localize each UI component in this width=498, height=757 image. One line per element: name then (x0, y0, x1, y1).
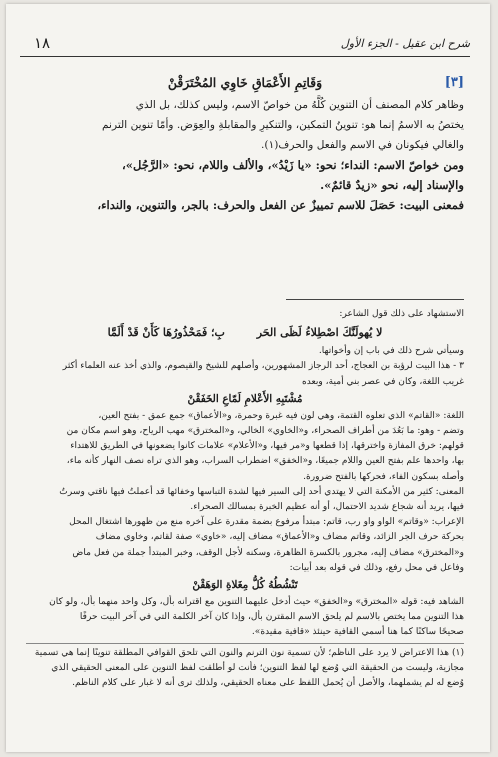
verse-subtitle: تَنْشُطُهُ كُلُّ مِغَلاةِ الوَهَقْنْ (192, 579, 298, 592)
verse-hemistich-right: لا يُهولَنَّكَ اصْطِلاءُ لَظَى الحَر (256, 326, 383, 340)
notes-section (26, 307, 464, 691)
shahid-line: صحيحًا ساكنًا كما هنا أُسمي القافية حينئذ «قافية مقيدة». (251, 627, 464, 638)
main-text (26, 70, 464, 215)
shahid-line: الشاهد فيه: قوله «المخترق» و«الخفق» حيث أدخل عليهما التنوين مع اقترانه بأل، وكل واحد منهما بأل، ولو كان (49, 597, 464, 608)
irab-line: و«المخترق» مضاف إليه، مجرور بالكسرة الظاهرة، وسكنه لأجل الوقف، وخبر المبتدأ جملة من فعل ماض (72, 547, 464, 558)
footnote-separator (286, 299, 464, 300)
body-line-bold: ومن خواصّ الاسم: النداء؛ نحو: «يا زَيْدُ»، والألف واللام، نحو: «الرَّجُل»، (122, 158, 464, 172)
poetry-verse (26, 322, 464, 344)
note-line: ٣ - هذا البيت لرؤبة بن العجاج، أحد الرجاز المشهورين، وأصلهم للشيخ والقيصوم، والذي أخذ عنه العلماء أكثر (62, 361, 464, 372)
body-line: وظاهر كلام المصنف أن التنوين كُلَّهُ من خواصّ الاسم، وليس كذلك، بل الذي (135, 99, 464, 111)
shahid-line: هذا التنوين مما يختص بالاسم لم يلحق الاسم المقترن بأل، وإذا كان آخر الكلمة التي في آخر البيت حرفًا (79, 612, 464, 623)
book-page (6, 4, 490, 752)
lugha-line: وتضم - وهو: ما بَعُدَ من أطراف الصحراء، و«الخاوي» الخالي، و«المخترق» مهب الرياح، وهو اسم مكان من (66, 426, 464, 437)
page-number: ١٨ (34, 34, 51, 52)
page-header (20, 34, 470, 57)
verse (26, 70, 464, 95)
verse-hemistich-left: بِ؛ فَمَحْذُورُهَا كَأَنْ قَدْ أَلَمَّا (107, 326, 225, 340)
irab-line: بحركة حرف الجر الزائد، وقاتم مضاف و«الأعماق» مضاف إليه، «خاوي» صفة لقاتم، وخاوي مضاف (95, 532, 464, 543)
verse-number: [٣] (444, 75, 464, 90)
irab-line: وفاعل في محل رفع، وذلك في قوله بعد أبيات: (289, 562, 464, 573)
note-line: وسيأتي شرح ذلك في باب إن وأخواتها. (318, 346, 464, 357)
maana-line: المعنى: كثير من الأمكنة التي لا يهتدي أحد إلى السير فيها لشدة التباسها وخفائها قد أعملتُ فيها ناقتي وسرتُ (59, 486, 464, 497)
verse-text: وَقَاتِمِ الأَعْمَاقِ خَاوِي المُخْتَرَقْنْ (167, 75, 323, 90)
footnote-line: (١) هذا الاعتراض لا يرد على الناظم؛ لأن تسمية نون الترنم والنون التي تلحق القوافي المطلقة تنوينًا إنما هي تسمية (34, 647, 464, 658)
body-line: يختصُ به الاسمُ إنما هو: تنوينُ التمكين، والتنكيرِ والمقابلةِ والعِوَض. وأمّا تنوين الترنم (102, 119, 464, 131)
running-title: شرح ابن عقيل - الجزء الأول (340, 37, 470, 50)
note-intro: الاستشهاد على ذلك قول الشاعر: (339, 309, 464, 319)
lugha-line: بها، واحدها علم بفتح العين واللام جميعًا، و«الخفق» اضطراب السراب، وهو الذي تراه نصف النهار كأنه ماء، (66, 456, 464, 467)
body-line-bold: والإسناد إليه، نحو «زيدٌ قائمٌ». (320, 178, 464, 192)
lugha-line: قولهم: خرق المفازة واخترقها، إذا قطعها و«مر فيها، و«الأعلام» علامات كانوا يضعونها في الطريق للاهتداء (70, 441, 464, 452)
irab-line: الإعراب: «وقاتم» الواو واو رب، قاتم: مبتدأ مرفوع بضمة مقدرة على آخره منع من ظهورها اشتغال المحل (69, 517, 464, 528)
lugha-line: اللغة: «القاتم» الذي تعلوه القتمة، وهي لون فيه غبرة وحمرة، و«الأعماق» جمع عمق - بفتح العين، (98, 410, 464, 421)
footnote-line: مجازية، وليست من الحقيقة التي وُضع لها لفظ التنوين؛ فأنت لو أطلقت لفظ التنوين على المعنى الحقيقي الذي (51, 662, 464, 673)
verse-subtitle: مُشْتَبِهِ الأَعْلامِ لَمّاعِ الخَفَقْنْ (187, 392, 303, 405)
verse-meaning-line: فمعنى البيت: حَصَلَ للاسم تمييزٌ عن الفعل والحرف: بالجر، والتنوين، والنداء، (97, 198, 464, 212)
maana-line: فيها، يريد أنه شجاع شديد الاحتمال، أو أنه عظيم الخبرة بمسالك الصحراء. (190, 502, 464, 513)
lugha-line: وأصله بسكون الفاء، فحركها بالفتح ضرورة. (303, 471, 464, 482)
footnote (26, 643, 464, 692)
body-line: والغالي فيكونان في الاسم والفعل والحرف(١). (261, 139, 464, 151)
note-line: غريب اللغة، وكان في عصر بني أمية، وبعده (301, 376, 464, 387)
footnote-line: وُضع له لم يشملهما، والأصل أن يُحمل اللفظ على معناه الحقيقي، ولذلك ترى أنه لا غبار على كلام الناظم. (72, 678, 464, 689)
